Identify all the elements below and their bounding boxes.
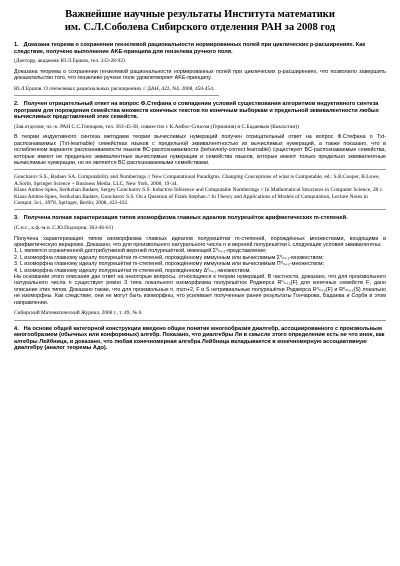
section-body: В теории индуктивного синтеза методами теории вычислимых нумераций получен отрицательный ответ на вопрос Ф.Стефана о Txt-распознаваемых (Txt-learnable) семействах языков с предельной эквивалентностью их вычислимых нумераций, а также показано, что в ослабленном варианте распознаваемости языков BC-распознаваемости (behaviorly-correct learnable) существуют BC-распознаваемые семейства, которые имеют не предельно эквивалентные вычислимые нумерации и семейства языков, которые имеют только предельно эквивалентные вычислимые нумерации, но не являются BC-распознаваемыми семействами. (14, 134, 386, 166)
section-references (14, 310, 386, 316)
result-section-4 (14, 326, 386, 352)
section-number: 2. (14, 101, 19, 107)
title-line-1: Важнейшие научные результаты Института математики (65, 9, 335, 20)
reference-item: Klaus Ambos-Spies, Serikzhan Badaev, Goncharov S.S. On a Question of Frank Stephan // In Theory and Applications of Models of Computation, Lecture Notes in Comput. Sci., 4978, Springer, Berlin, 2008, 423-432. (14, 193, 368, 207)
section-heading (14, 42, 386, 55)
section-authors: (Докторр, академик Ю.Л.Ершов, тел. 333-28-92) (14, 58, 125, 65)
title-line-2: им. С.Л.Соболева Сибирского отделения РАН за 2008 год (64, 22, 336, 33)
condition-list (14, 248, 386, 274)
section-heading (14, 101, 386, 121)
section-heading-text: На основе общей категорной конструкции введено общее понятие многообразия диалгебр, ассоциированного с произвольным многообразием (обычных или конформных) алгебр. Показано, что диалгебры Ли в смысле этого определения есть не что иное, как алгебры Лейбница, и доказано, что любая конечномерная алгебра Лейбница вкладывается в конечномерную ассоциативную диалгебру (аналог теоремы Адо). (14, 325, 385, 352)
reference-item: Сибирский Математический Журнал, 2008 г., т. 49, № 6. (14, 310, 143, 317)
list-item: 4. L изоморфна главному идеалу полурешётки m-степеней, порождённому Δ⁰ₙ₊₃-множеством. (14, 267, 251, 274)
section-body: Получена характеризация типов изоморфизма главных идеалов полурешётки m-степеней, порождённых множествами, входящими в арифметическую иерархию. Доказано, что для произвольного натурального числа n и верхней полурешётки L следующие условия эквивалентны: (14, 235, 386, 249)
list-item: 1. L является ограниченной дистрибутивной верхней полурешёткой, имеющей Σ⁰ₙ₊₃-представление; (14, 248, 267, 255)
result-section-2 (14, 101, 386, 210)
divider (14, 169, 386, 170)
divider (14, 95, 219, 96)
result-section-3 (14, 215, 386, 320)
section-authors: (Зав.отделом, чл.-к. РАН С.С.Гончаров, тел. 363-45-38, совместно с К.Амбос-Списом (Германия) и С.Бадаевым (Казахстан)) (14, 123, 299, 130)
section-number: 1. (14, 42, 19, 48)
divider (14, 209, 386, 210)
reference-item: Goncharov S.S., Badaev SA. Computability and Numberings // New Computational Paradigms. Changing Conceptions of what is Computable, ed.: S.B.Cooper, B.Lowe, A.Sorbi, Springer Science + Business Media, LLC, New York, 2008, 19-34. (14, 174, 380, 187)
section-number: 3. (14, 215, 19, 222)
reference-item: Klaus Ambos-Spies, Serikzhan Badaev, Sergey Goncharov S.S. Inductive Inference and Computable Numberings // In Mathematical Structures in Computer Science, 28 c. (14, 187, 384, 194)
section-references (14, 86, 386, 92)
reference-item: Ю.Л.Ершов. О гензелевых рациональных расширениях // ДАН, 422, N4, 2008, 450-454. (14, 85, 215, 92)
list-item: 3. L изоморфна главному идеалу полурешётки m-степеней, порождённому иммунным или вычислимым Π⁰ₙ₊₃-множеством; (14, 261, 325, 268)
section-references (14, 174, 386, 206)
section-body: Доказана теорема о сохранении гензелевой рациональности нормированных полей при циклических p-расширениях, что позволило завершить доказательство того, что гензелево ручное поле удовлетворяет AKE-принципу. (14, 68, 386, 82)
section-heading (14, 215, 386, 222)
section-number: 4. (14, 325, 19, 332)
section-heading-text: Получена полная характеризация типов изоморфизма главных идеалов полурешёток арифметических m-степеней. (23, 215, 348, 222)
section-heading-text: Получен отрицательный ответ на вопрос Ф.Стефана о совпадении условий существования алгоритмов индуктивного синтеза программ для порождения семейства множеств конечных текстов по конечным выборкам и предельной эквивалентности любых вычислимых представлений этих семейств. (14, 101, 379, 121)
divider (14, 320, 386, 321)
document-page (14, 8, 386, 352)
section-authors: (С.н.с., к.ф.-м.н. С.Ю.Подзоров, 363-46-61) (14, 225, 114, 232)
result-section-1 (14, 42, 386, 96)
document-title (14, 8, 386, 34)
section-heading-text: Доказана теорема о сохранении гензелевой рациональности нормированных полей при циклических p-расширениях. Как следствие, получено выполнение AKE-принципа для гензелева ручного поля. (14, 42, 366, 55)
list-item: 2. L изоморфна главному идеалу полурешётки m-степеней, порождённому иммунным или вычислимым Σ⁰ₙ₊₃-множеством; (14, 254, 324, 261)
section-heading (14, 326, 386, 352)
section-body-continued: На основании этого описания дан ответ на некоторые вопросы, относящиеся к теории нумераций. В частности, доказано, что для произвольного натурального числа n существует ровно 3 типа локального изоморфизма полурешёток Роджерса R⁰ₙ₊₂(F) для конечных семейств F; дано описание этих типов. Доказано также, что для произвольных n, m≥n+2, F и S нетривиальные полурешётки Роджерса R⁰ₙ₊₂(F) и R⁰ₘ₊₂(S) локально не изоморфны. Как следствие, они не могут быть изоморфны, что усиливает полученные ранее результаты Гончарова, Бадаева и Сорби в этом направлении. (14, 274, 386, 306)
